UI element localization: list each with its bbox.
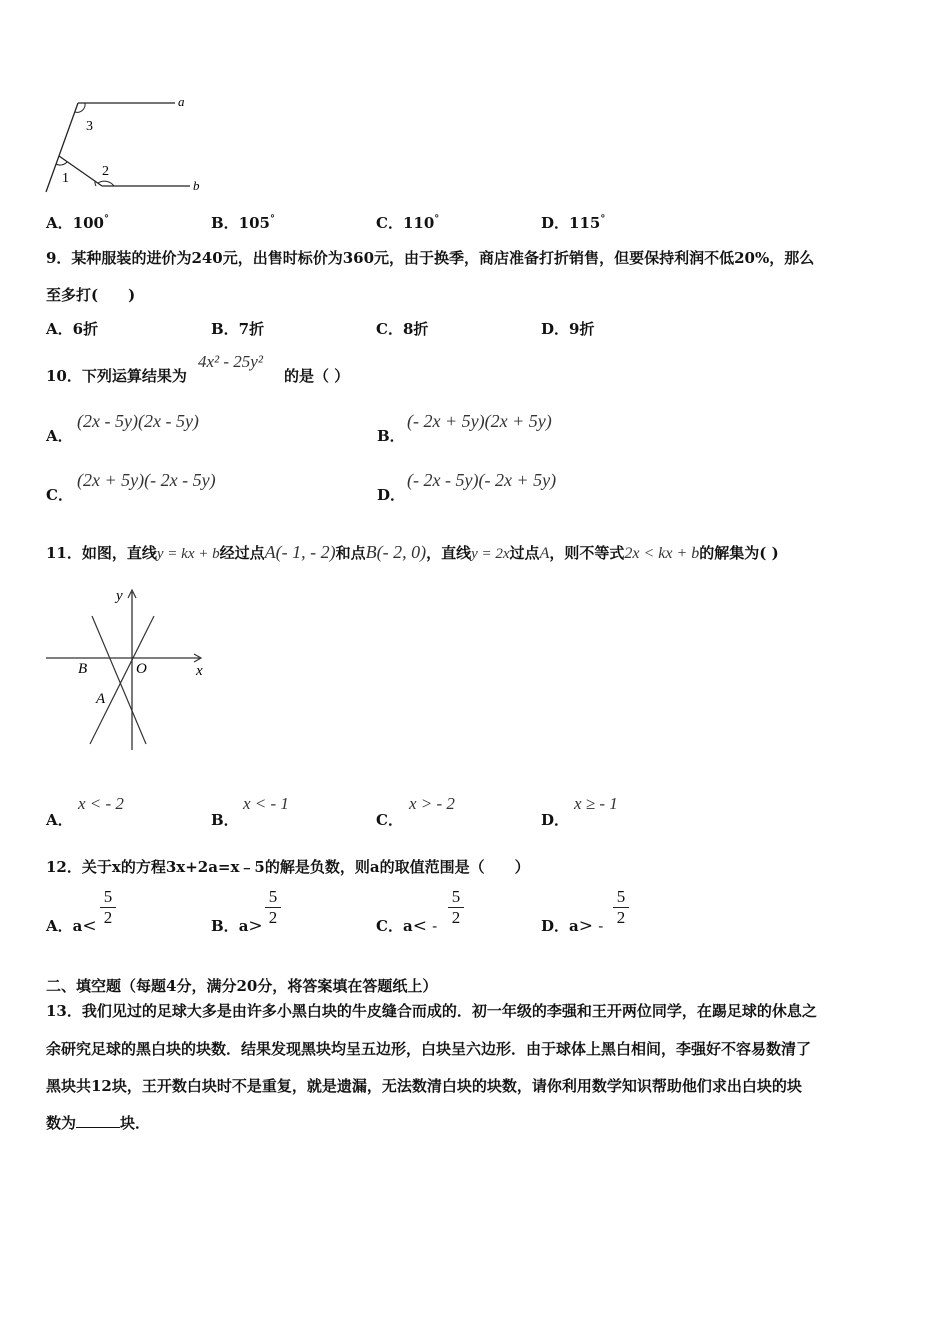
section-heading: 二、填空题（每题4分，满分20分，将答案填在答题纸上）	[46, 977, 438, 995]
coordinate-figure	[44, 582, 214, 754]
q10-option-c-letter: C．	[46, 486, 73, 504]
origin-label: O	[136, 661, 147, 677]
q9-stem-line1: 9．某种服装的进价为240元，出售时标价为360元，由于换季，商店准备打折销售，但要保持利润不低20%，那么	[46, 249, 815, 267]
q10-option-b-letter: B．	[377, 427, 405, 445]
q10-option-d-letter: D．	[377, 486, 406, 504]
q9-option-a: A．6折	[46, 320, 99, 338]
q10-option-c-expr: (2x + 5y)(- 2x - 5y)	[77, 470, 216, 490]
q8-option-d: D．115°	[541, 214, 606, 232]
q10-option-a-expr: (2x - 5y)(2x - 5y)	[77, 411, 199, 431]
q10-target-expression: 4x² - 25y²	[198, 352, 263, 371]
label-a: a	[178, 94, 185, 109]
q11-option-b-letter: B．	[211, 811, 239, 829]
q11-option-d-letter: D．	[541, 811, 570, 829]
q12-option-d-fraction: 5 2	[613, 888, 629, 927]
q9-stem-line2: 至多打( )	[46, 286, 136, 304]
q12-option-b-fraction: 5 2	[265, 888, 281, 927]
q11-stem: 11．如图，直线y = kx + b经过点A(- 1, - 2)和点B(- 2, 0)，直线y = 2x过点A，则不等式2x < kx + b的解集为( )	[46, 542, 779, 562]
q13-line2: 余研究足球的黑白块的块数．结果发现黑块均呈五边形，白块呈六边形．由于球体上黑白相间，李强好不容易数清了	[46, 1040, 812, 1058]
q12-option-d: D．a> -	[541, 916, 604, 936]
q10-option-d-expr: (- 2x - 5y)(- 2x + 5y)	[407, 470, 557, 490]
q10-option-a-letter: A．	[46, 427, 73, 445]
q9-option-c: C．8折	[376, 320, 429, 338]
q11-option-c-letter: C．	[376, 811, 403, 829]
q11-option-b-expr: x < - 1	[243, 794, 289, 813]
label-3: 3	[86, 119, 93, 134]
q11-option-a-expr: x < - 2	[78, 794, 124, 813]
q12-option-c: C．a< -	[376, 916, 438, 936]
point-label-b: B	[78, 661, 88, 677]
q13-line4: 数为 块．	[46, 1114, 151, 1132]
q8-option-c: C．110°	[376, 214, 440, 232]
label-2: 2	[102, 164, 109, 179]
answer-blank[interactable]	[76, 1113, 120, 1128]
q8-option-a: A．100°	[46, 214, 109, 232]
q11-option-d-expr: x ≥ - 1	[574, 794, 618, 813]
q10-stem-pre: 10．下列运算结果为	[46, 367, 187, 385]
q11-option-c-expr: x > - 2	[409, 794, 455, 813]
q11-option-a-letter: A．	[46, 811, 73, 829]
q9-option-b: B．7折	[211, 320, 265, 338]
axis-label-y: y	[116, 588, 123, 604]
label-b: b	[193, 178, 200, 193]
q13-line1: 13．我们见过的足球大多是由许多小黑白块的牛皮缝合而成的．初一年级的李强和王开两位同学，在踢足球的休息之	[46, 1002, 817, 1020]
q12-option-a-fraction: 5 2	[100, 888, 116, 927]
angle-figure	[40, 90, 220, 198]
q12-option-b: B．a>	[211, 916, 263, 936]
q10-stem-post: 的是（ ）	[284, 367, 350, 385]
axis-label-x: x	[196, 663, 203, 679]
q9-option-d: D．9折	[541, 320, 595, 338]
q12-option-a: A．a<	[46, 916, 97, 936]
point-label-a: A	[96, 691, 106, 707]
q12-stem: 12．关于x的方程3x+2a=x﹣5的解是负数，则a的取值范围是（ ）	[46, 858, 530, 876]
q8-option-b: B．105°	[211, 214, 275, 232]
q10-option-b-expr: (- 2x + 5y)(2x + 5y)	[407, 411, 552, 431]
q13-line3: 黑块共12块，王开数白块时不是重复，就是遗漏，无法数清白块的块数，请你利用数学知识帮助他们求出白块的块	[46, 1077, 802, 1095]
label-1: 1	[62, 171, 69, 186]
q12-option-c-fraction: 5 2	[448, 888, 464, 927]
